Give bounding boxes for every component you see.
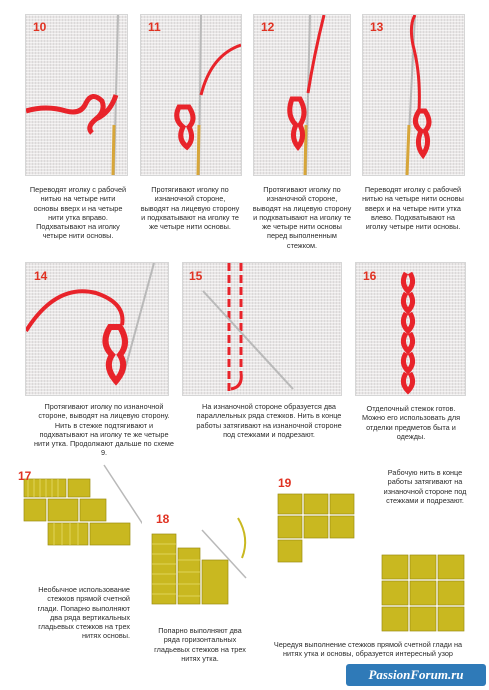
step-number: 12 bbox=[261, 20, 275, 34]
final-pattern-photo bbox=[378, 545, 470, 637]
step-10-caption: Переводят иголку с рабочей нитью на четыре нити основы вверх и на четыре нити утка вправо. Подхватывают на иголку четыре нити основы. bbox=[29, 185, 127, 241]
step-18-photo bbox=[142, 508, 254, 614]
step-14-photo bbox=[25, 262, 169, 396]
step-17-caption: Необычное использование стежков прямой счетной глади. Попарно выполняют два ряда вертикальных гладьевых стежков на трех нитях основы. bbox=[37, 585, 130, 641]
step-13-stitch-illustration bbox=[363, 15, 464, 175]
step-15-stitch-illustration bbox=[183, 263, 341, 395]
step-12-caption: Протягивают иголку по изнаночной стороне, выводят на лицевую сторону и подхватывают на иголку те же четыре нити основы перед выполненным стежком. bbox=[252, 185, 352, 250]
step-19-photo bbox=[272, 472, 372, 568]
step-11-photo bbox=[140, 14, 242, 176]
step-number: 19 bbox=[278, 476, 292, 490]
final-woven-pattern-illustration bbox=[378, 545, 470, 637]
step-10-stitch-illustration bbox=[26, 15, 127, 175]
step-12-stitch-illustration bbox=[254, 15, 350, 175]
step-number: 14 bbox=[34, 269, 48, 283]
watermark-text: PassionForum.ru bbox=[368, 667, 464, 682]
bottom-caption: Чередуя выполнение стежков прямой счетной глади на нитях утка и основы, образуется интересный узор bbox=[273, 640, 463, 659]
step-16-caption: Отделочный стежок готов. Можно его использовать для отделки предметов быта и одежды. bbox=[361, 404, 461, 441]
step-number: 13 bbox=[370, 20, 384, 34]
step-11-stitch-illustration bbox=[141, 15, 241, 175]
step-13-caption: Переводят иголку с рабочей нитью на четыре нити основы вверх и на четыре нити утка влево. Подхватывают на иголку четыре нити основы. bbox=[362, 185, 464, 232]
step-10-photo bbox=[25, 14, 128, 176]
step-13-photo bbox=[362, 14, 465, 176]
step-number: 11 bbox=[148, 20, 161, 34]
step-12-photo bbox=[253, 14, 351, 176]
step-number: 18 bbox=[156, 512, 170, 526]
step-16-photo bbox=[355, 262, 466, 396]
step-number: 16 bbox=[363, 269, 377, 283]
step-14-caption: Протягивают иголку по изнаночной стороне, выводят на лицевую сторону. Нить в стежке подтягивают и подхватывают на иголку те же четыре нити утка. Продолжают дальше по схеме 9. bbox=[34, 402, 174, 458]
step-17-photo bbox=[18, 463, 148, 563]
step-number: 10 bbox=[33, 20, 47, 34]
step-number: 15 bbox=[189, 269, 203, 283]
step-15-caption: На изнаночной стороне образуется два параллельных ряда стежков. Нить в конце работы затягивают на изнаночной стороне под стежками и подрезают. bbox=[196, 402, 342, 439]
step-number: 17 bbox=[18, 469, 32, 483]
step-18-caption: Попарно выполняют два ряда горизонтальных гладьевых стежков на трех нитях утка. bbox=[154, 626, 246, 663]
step-11-caption: Протягивают иголку по изнаночной стороне, выводят на лицевую сторону и подхватывают на иголку те же четыре нити основы. bbox=[140, 185, 240, 232]
step-19-caption: Рабочую нить в конце работы затягивают на изнаночной стороне под стежками и подрезают. bbox=[383, 468, 467, 505]
step-17-yellow-stitch-illustration bbox=[18, 463, 148, 563]
watermark-logo bbox=[346, 664, 486, 686]
step-15-photo bbox=[182, 262, 342, 396]
